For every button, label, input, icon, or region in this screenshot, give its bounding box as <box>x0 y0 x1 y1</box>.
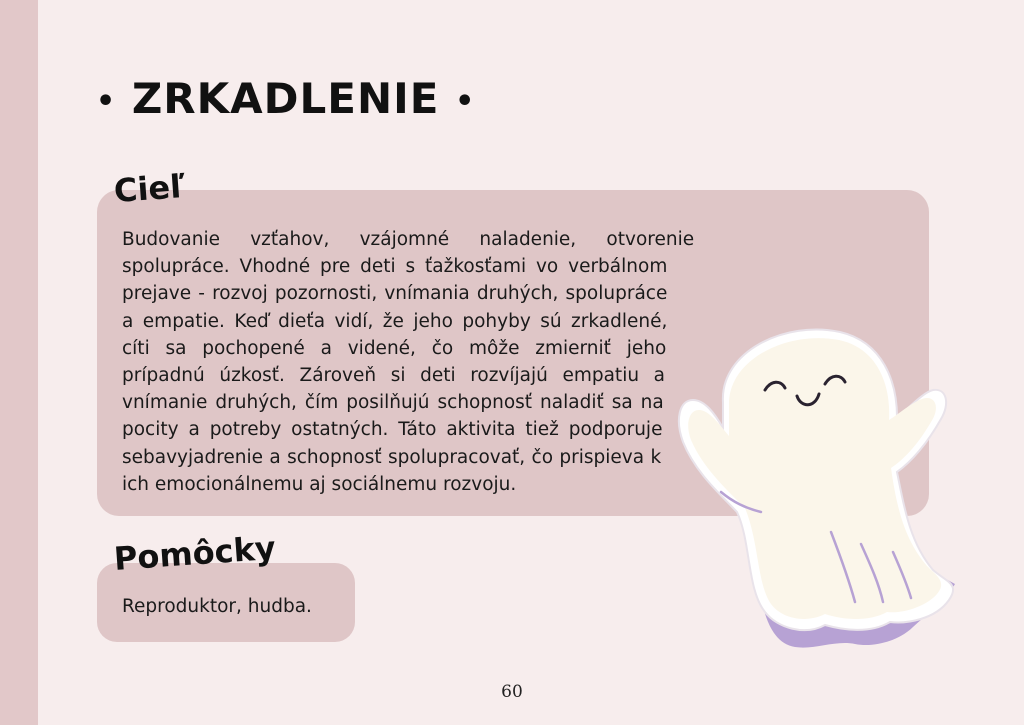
aids-text: Reproduktor, hudba. <box>122 596 312 617</box>
goal-heading: Cieľ <box>112 167 187 210</box>
goal-text: Budovanie vzťahov, vzájomné naladenie, otvorenie spolupráce. Vhodné pre deti s ťažkosťami vo verbálnom prejave - rozvoj pozornosti, vnímania druhých, spolupráce a empatie. Keď dieťa vidí, že jeho pohyby sú zrkadlené, cíti sa pochopené a videné, čo môže zmierniť jeho prípadnú úzkosť. Zároveň si deti rozvíjajú empatiu a vnímanie druhých, čím posilňujú schopnosť naladiť sa na pocity a potreby ostatných. Táto aktivita tiež podporuje sebavyjadrenie a schopnosť spolupracovať, čo prispieva k ich emocionálnemu aj sociálnemu rozvoju. <box>122 229 695 495</box>
side-band <box>0 0 38 725</box>
page-title <box>96 74 475 123</box>
page-number: 60 <box>501 682 523 702</box>
title-dot-left: • <box>96 84 117 119</box>
ghost-icon <box>665 322 965 662</box>
title-dot-right: • <box>455 84 476 119</box>
page-title-text: ZRKADLENIE <box>131 74 440 123</box>
aids-heading: Pomôcky <box>112 528 277 578</box>
